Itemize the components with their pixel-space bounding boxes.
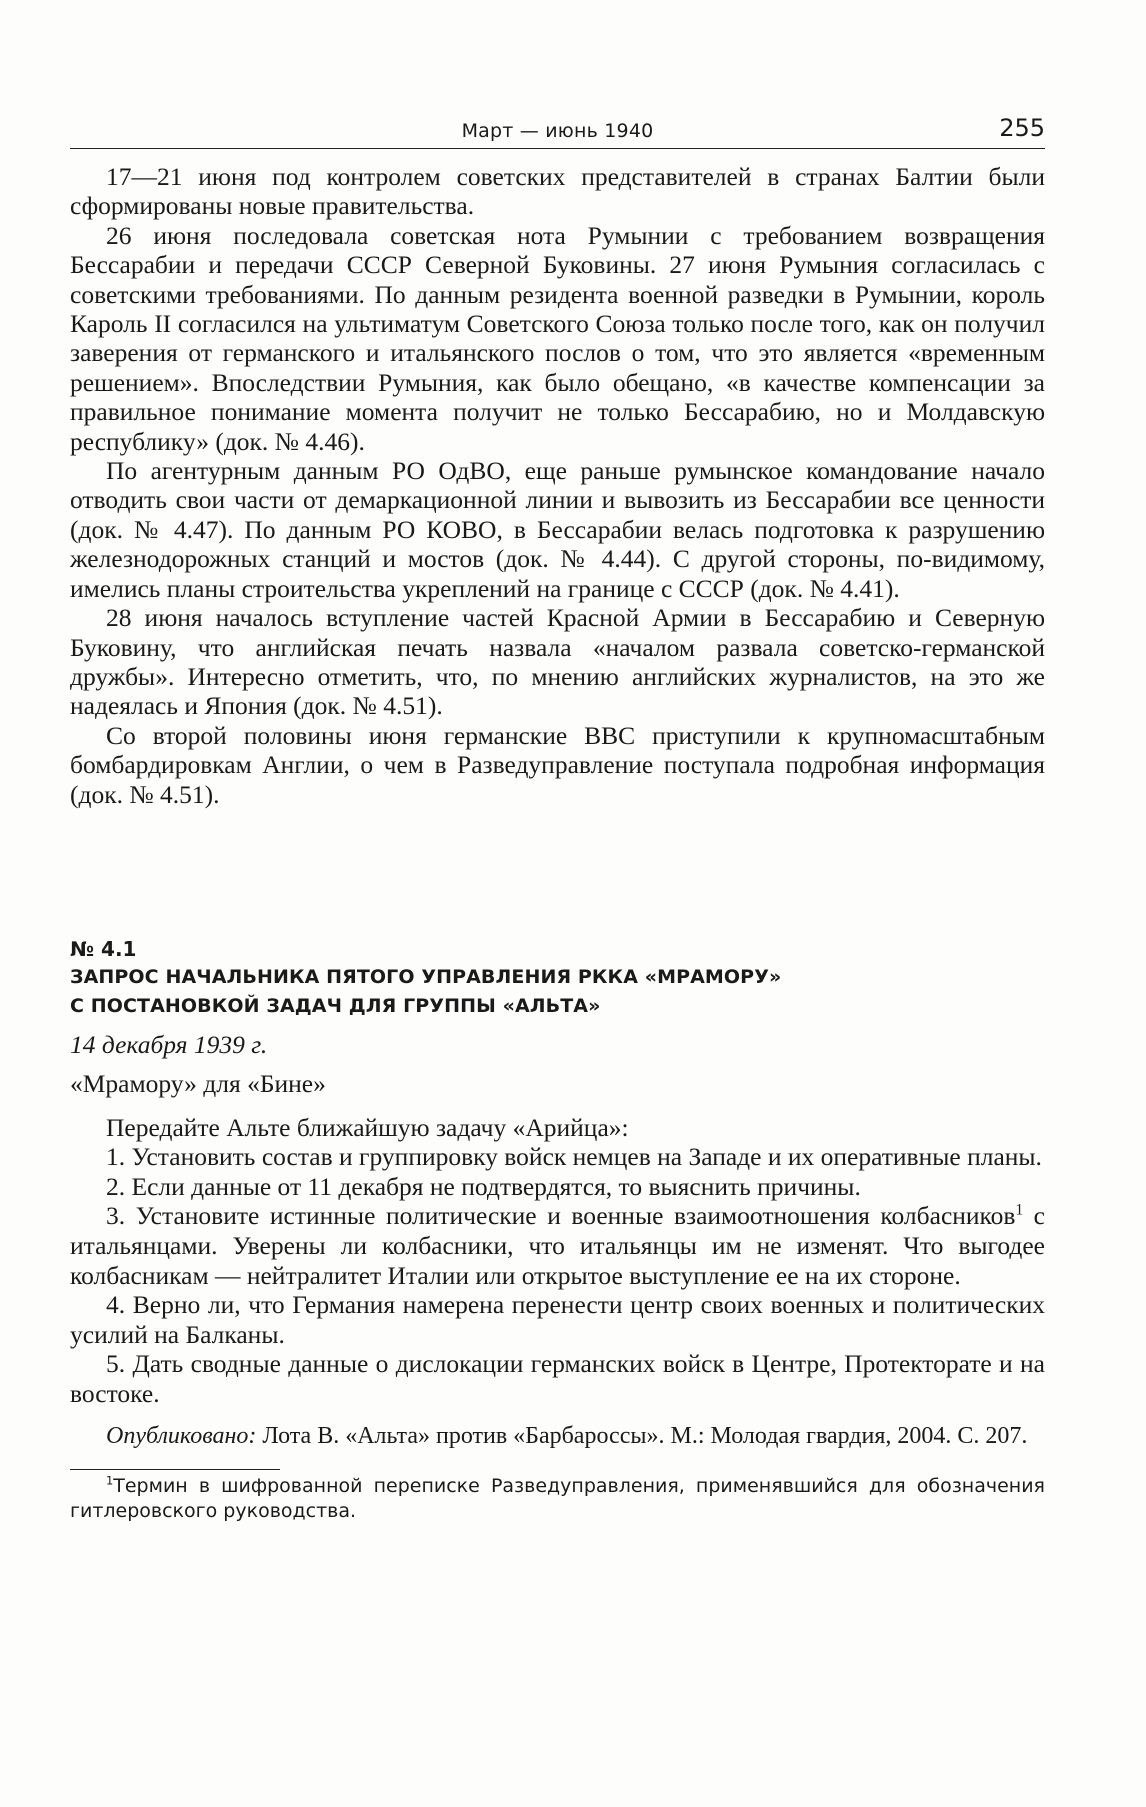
paragraph: По агентурным данным РО ОдВО, еще раньше румынское командование начало отводить свои части от демаркационной линии и вывозить из Бессарабии все ценности (док. № 4.47). По данным РО КОВО, в Бессарабии велась подготовка к разрушению железнодорожных станций и мостов (док. № 4.44). С другой стороны, по-видимому, имелись планы строительства укреплений на границе с СССР (док. № 4.41). xyxy=(70,456,1045,603)
task-item: 5. Дать сводные данные о дислокации германских войск в Центре, Протекторате и на востоке. xyxy=(70,1349,1045,1408)
document-date: 14 декабря 1939 г. xyxy=(70,1030,268,1059)
footnote-divider xyxy=(70,1469,280,1470)
addressee: «Мрамору» для «Бине» xyxy=(70,1069,326,1098)
task-text: 3. Установите истинные политические и военные взаимоотношения колбасников xyxy=(106,1201,1016,1231)
task-item: 4. Верно ли, что Германия намерена перенести центр своих военных и политических усилий на Балканы. xyxy=(70,1290,1045,1349)
footnote xyxy=(70,1474,1045,1524)
task-item xyxy=(70,1201,1045,1290)
paragraph: 17—21 июня под контролем советских представителей в странах Балтии были сформированы новые правительства. xyxy=(70,162,1045,221)
document-number: № 4.1 xyxy=(70,937,137,961)
paragraph: Со второй половины июня германские ВВС приступили к крупномасштабным бомбардировкам Англии, о чем в Разведуправление поступала подробная информация (док. № 4.51). xyxy=(70,720,1045,809)
paragraph: 26 июня последовала советская нота Румынии с требованием возвращения Бессарабии и передачи СССР Северной Буковины. 27 июня Румыния согласилась с советскими требованиями. По данным резидента военной разведки в Румынии, король Кароль II согласился на ультиматум Советского Союза только после того, как он получил заверения от германского и итальянского послов о том, что это является «временным решением». Впоследствии Румыния, как было обещано, «в качестве компенсации за правильное понимание момента получит не только Бессарабию, но и Молдавскую республику» (док. № 4.46). xyxy=(70,220,1045,456)
footnote-marker: 1 xyxy=(106,1473,114,1488)
publication-label: Опубликовано: xyxy=(106,1422,257,1449)
heading-line: ЗАПРОС НАЧАЛЬНИКА ПЯТОГО УПРАВЛЕНИЯ РККА «МРАМОРУ» xyxy=(70,966,782,988)
commentary-text xyxy=(70,162,1045,809)
footnote-ref: 1 xyxy=(1015,1201,1024,1219)
publication-note xyxy=(70,1421,1045,1451)
document-body xyxy=(70,1069,1045,1409)
task-text: с итальянцами. Уверены ли колбасники, что итальянцы им не изменят. Что выгодее колбасникам — нейтралитет Италии или открытое выступление ее на их стороне. xyxy=(70,1201,1045,1290)
page-number: 255 xyxy=(999,114,1045,142)
paragraph: 28 июня началось вступление частей Красной Армии в Бессарабию и Северную Буковину, что английская печать назвала «началом развала советско-германской дружбы». Интересно отметить, что, по мнению английских журналистов, на это же надеялась и Япония (док. № 4.51). xyxy=(70,603,1045,721)
intro-line: Передайте Альте ближайшую задачу «Арийца»: xyxy=(106,1112,629,1142)
running-header xyxy=(70,108,1045,149)
publication-source: Лота В. «Альта» против «Барбароссы». М.: Молодая гвардия, 2004. С. 207. xyxy=(256,1422,1028,1449)
document-section xyxy=(70,935,1045,1524)
document-heading xyxy=(70,963,1045,1021)
task-item: 1. Установить состав и группировку войск немцев на Западе и их оперативные планы. xyxy=(106,1142,1042,1172)
running-title: Март — июнь 1940 xyxy=(461,120,654,142)
task-item: 2. Если данные от 11 декабря не подтвердятся, то выяснить причины. xyxy=(106,1171,861,1201)
footnote-text: Термин в шифрованной переписке Разведуправления, применявшийся для обозначения гитлеровского руководства. xyxy=(70,1474,1045,1522)
heading-line: С ПОСТАНОВКОЙ ЗАДАЧ ДЛЯ ГРУППЫ «АЛЬТА» xyxy=(70,995,601,1017)
